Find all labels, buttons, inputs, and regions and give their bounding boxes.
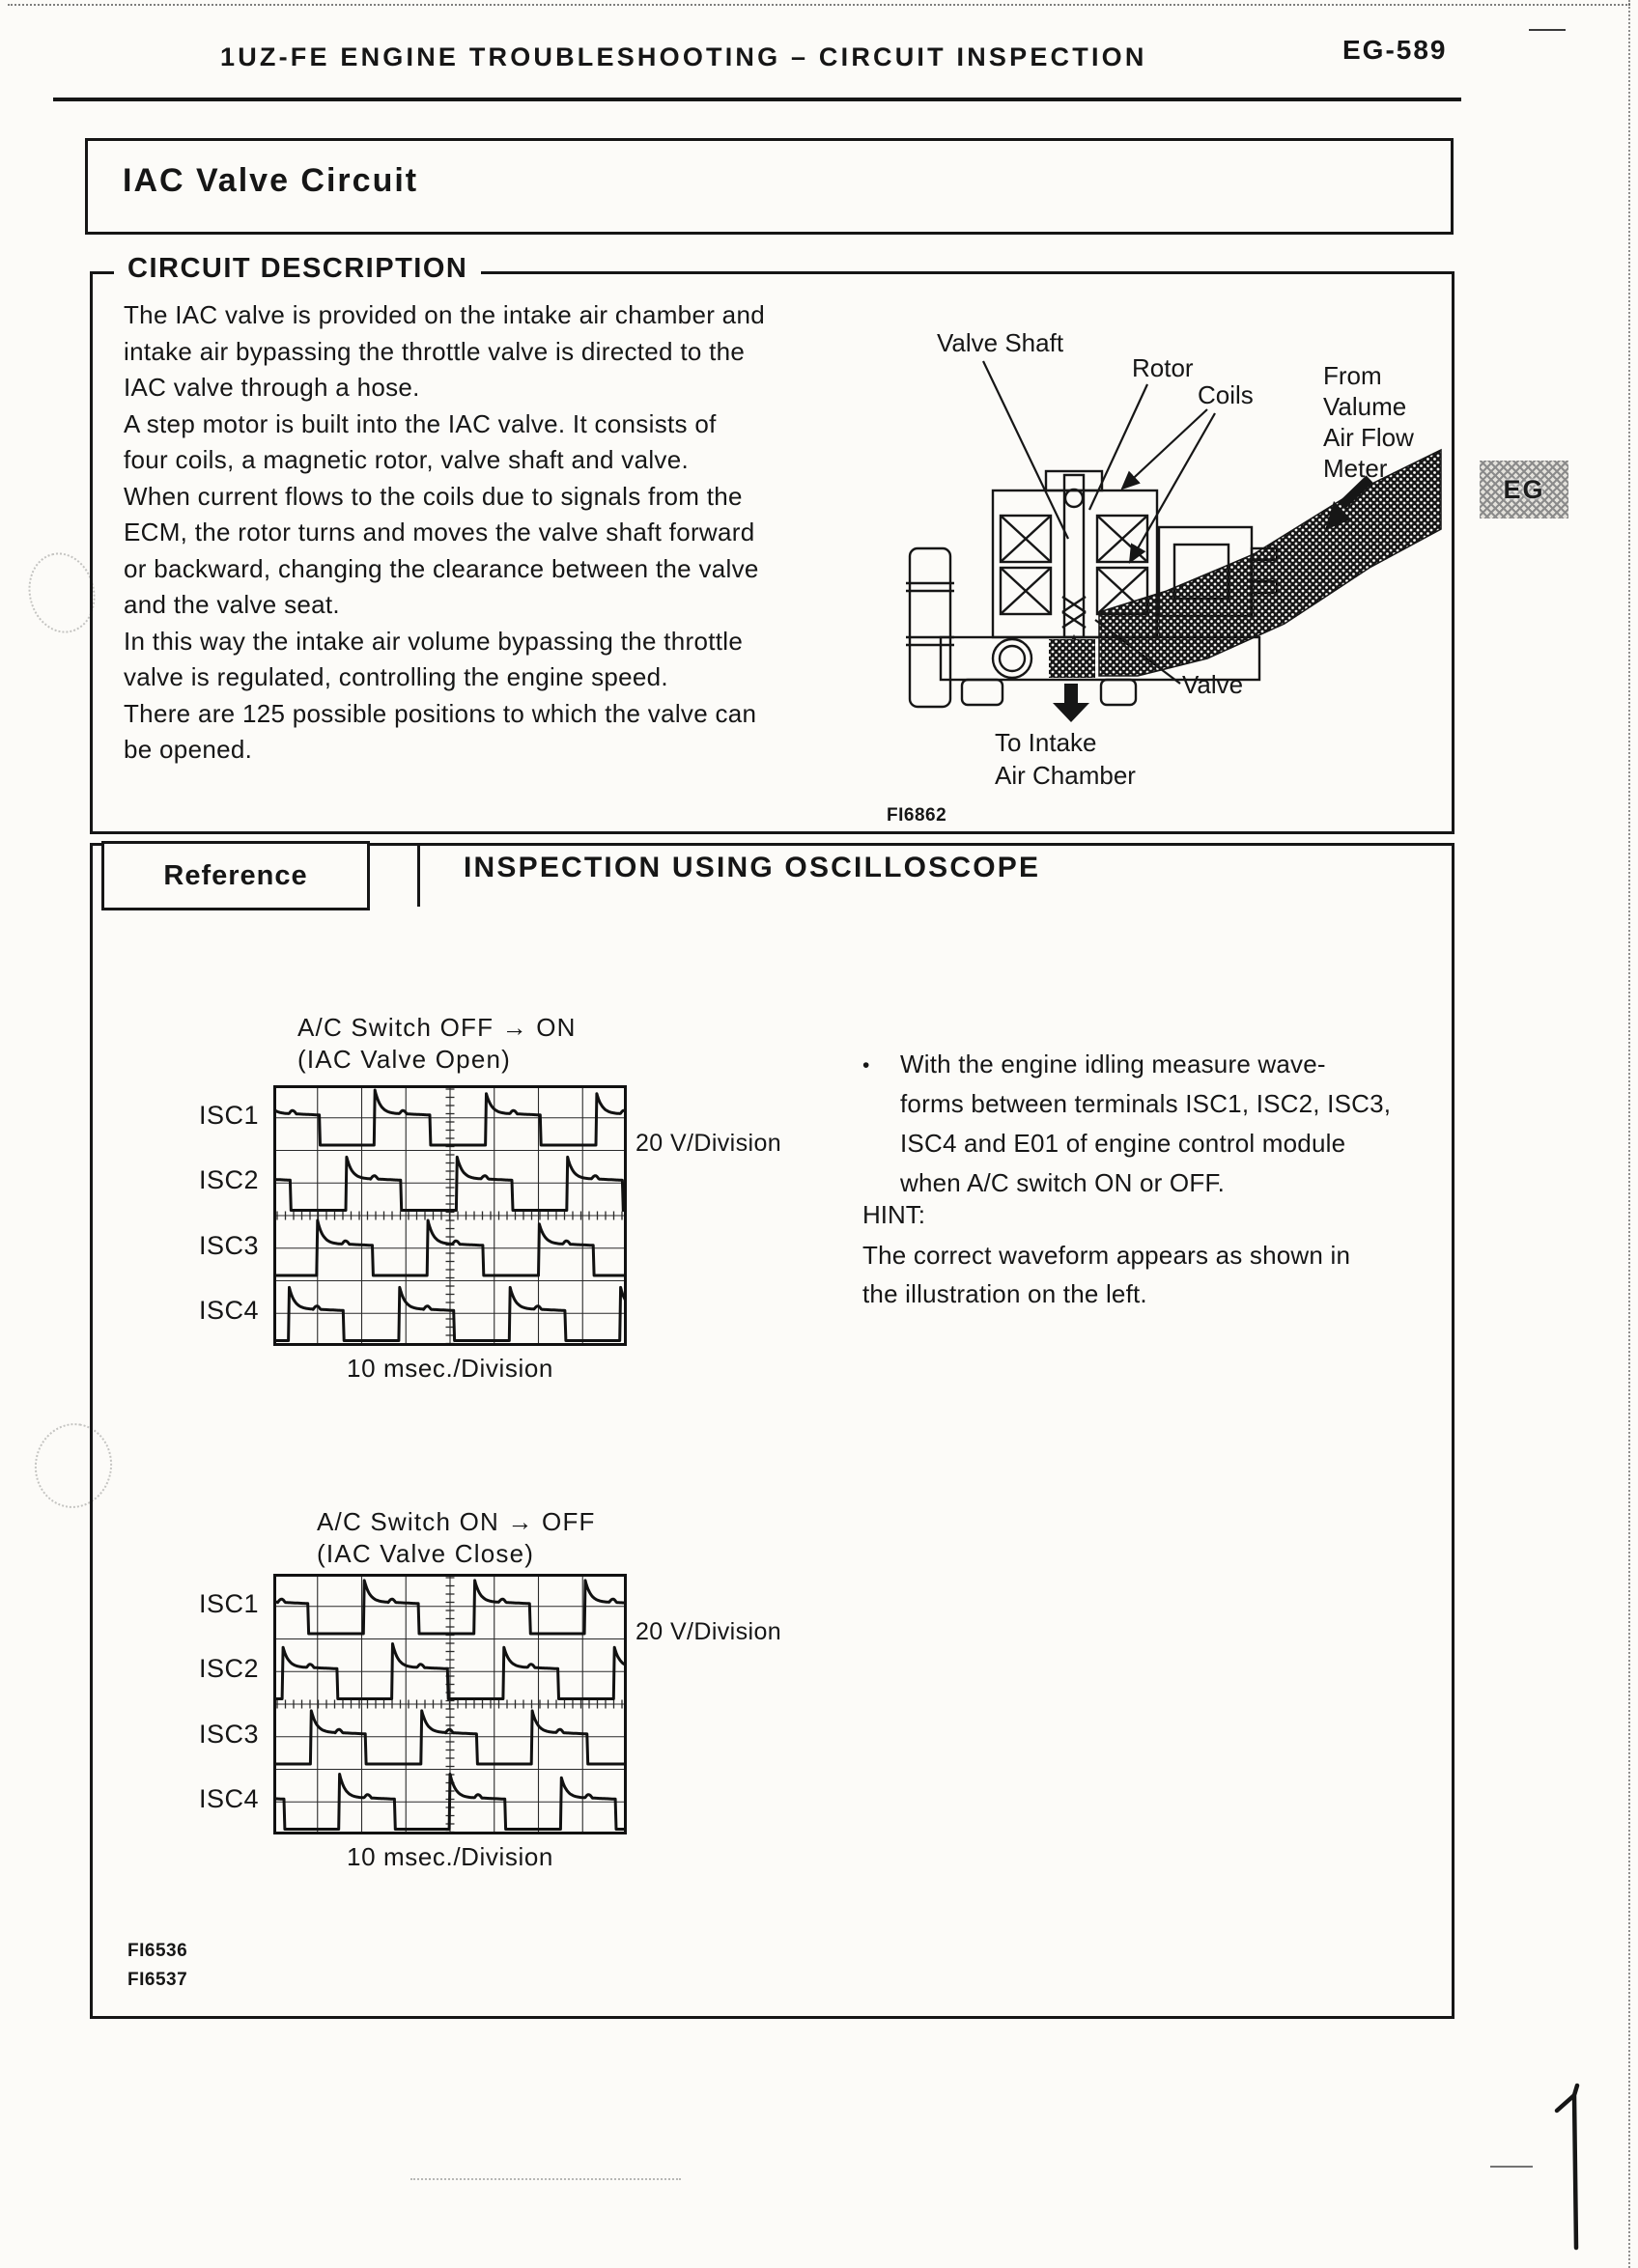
hint-label: HINT: — [862, 1200, 925, 1229]
instruction-text — [900, 1045, 1391, 1203]
channel-label-isc2: ISC2 — [198, 1165, 259, 1194]
iac-valve-diagram — [848, 305, 1456, 831]
air-duct-shape — [1099, 450, 1441, 676]
section-tab-eg — [1480, 461, 1568, 518]
scan-artifact-pen-mark — [1545, 2076, 1594, 2259]
hint-line: The correct waveform appears as shown in — [862, 1241, 1351, 1270]
reference-tab — [101, 841, 370, 910]
scope2-title-line2: (IAC Valve Close) — [317, 1539, 535, 1568]
circuit-description-text — [124, 297, 765, 769]
bullet-icon: • — [862, 1054, 870, 1077]
scope2-title — [317, 1506, 596, 1570]
scan-artifact-dots — [410, 2178, 681, 2180]
instruction-line: when A/C switch ON or OFF. — [900, 1168, 1226, 1197]
down-arrow-icon — [1053, 684, 1089, 722]
body-line: When current flows to the coils due to signals from the — [124, 481, 743, 511]
instruction-line: With the engine idling measure wave- — [900, 1050, 1326, 1078]
circuit-description-heading: CIRCUIT DESCRIPTION — [114, 253, 481, 285]
channel-label-isc2: ISC2 — [198, 1654, 259, 1683]
instruction-line: forms between terminals ISC1, ISC2, ISC3, — [900, 1089, 1392, 1118]
channel-label-isc3: ISC3 — [198, 1720, 259, 1749]
header-title: 1UZ-FE ENGINE TROUBLESHOOTING – CIRCUIT INSPECTION — [220, 42, 1147, 71]
scan-artifact-top-border — [8, 4, 1630, 6]
channel-label-isc3: ISC3 — [198, 1231, 259, 1260]
scan-artifact-dash — [1490, 2166, 1533, 2168]
scope2-y-scale: 20 V/Division — [635, 1618, 782, 1645]
body-line: be opened. — [124, 735, 253, 764]
reference-header-divider — [417, 843, 420, 907]
diagram-label-to-intake: To Intake — [995, 728, 1097, 757]
scope1-title — [297, 1012, 577, 1076]
scope1-title-line2: (IAC Valve Open) — [297, 1045, 512, 1074]
instruction-line: ISC4 and E01 of engine control module — [900, 1129, 1346, 1158]
diagram-label-from-meter: Air Flow — [1323, 423, 1414, 452]
section-title: IAC Valve Circuit — [123, 162, 419, 199]
air-passage-shape — [1049, 639, 1095, 678]
diagram-label-from-meter: From — [1323, 361, 1382, 390]
body-line: valve is regulated, controlling the engine speed. — [124, 662, 668, 691]
scope2-x-scale: 10 msec./Division — [347, 1842, 553, 1871]
body-line: IAC valve through a hose. — [124, 373, 420, 402]
scope1-x-scale: 10 msec./Division — [347, 1354, 553, 1383]
channel-label-isc1: ISC1 — [198, 1589, 259, 1618]
scan-artifact-right-border — [1628, 0, 1630, 2268]
diagram-label-to-intake: Air Chamber — [995, 761, 1136, 790]
body-line: four coils, a magnetic rotor, valve shaft and valve. — [124, 445, 689, 474]
diagram-label-valve: Valve — [1182, 670, 1244, 699]
diagram-label-from-meter: Meter — [1323, 454, 1388, 483]
body-line: ECM, the rotor turns and moves the valve shaft forward — [124, 518, 755, 546]
body-line: There are 125 possible positions to which the valve can — [124, 698, 757, 728]
channel-label-isc4: ISC4 — [198, 1784, 259, 1813]
figure-code: FI6536 — [127, 1941, 188, 1961]
body-line: A step motor is built into the IAC valve. It consists of — [124, 408, 717, 438]
diagram-label-coils: Coils — [1198, 380, 1254, 409]
section-tab-label: EG — [1503, 474, 1545, 504]
figure-code: FI6537 — [127, 1970, 188, 1990]
scan-artifact-dash — [1529, 29, 1566, 31]
channel-label-isc1: ISC1 — [198, 1101, 259, 1130]
header-rule — [53, 98, 1461, 101]
body-line: In this way the intake air volume bypassing the throttle — [124, 626, 744, 656]
scope1-y-scale: 20 V/Division — [635, 1130, 782, 1157]
body-line: or backward, changing the clearance between the valve — [124, 553, 759, 583]
scope1-title-line1: A/C Switch OFF → ON — [297, 1013, 577, 1042]
body-line: and the valve seat. — [124, 590, 340, 619]
reference-tab-label: Reference — [163, 859, 308, 891]
page-number: EG-589 — [1342, 35, 1448, 65]
body-line: The IAC valve is provided on the intake air chamber and — [124, 300, 765, 329]
oscilloscope-chart-2 — [273, 1574, 627, 1834]
diagram-label-valve-shaft: Valve Shaft — [937, 328, 1064, 357]
section-title-box — [85, 138, 1454, 235]
hint-line: the illustration on the left. — [862, 1279, 1147, 1308]
diagram-label-from-meter: Valume — [1323, 392, 1407, 421]
inspection-heading: INSPECTION USING OSCILLOSCOPE — [464, 852, 1041, 883]
channel-label-isc4: ISC4 — [198, 1296, 259, 1325]
hint-text — [862, 1236, 1350, 1313]
scope2-title-line1: A/C Switch ON → OFF — [317, 1507, 596, 1536]
body-line: intake air bypassing the throttle valve is directed to the — [124, 336, 746, 366]
oscilloscope-chart-1 — [273, 1085, 627, 1346]
figure-code: FI6862 — [887, 805, 947, 826]
diagram-label-rotor: Rotor — [1132, 353, 1194, 382]
